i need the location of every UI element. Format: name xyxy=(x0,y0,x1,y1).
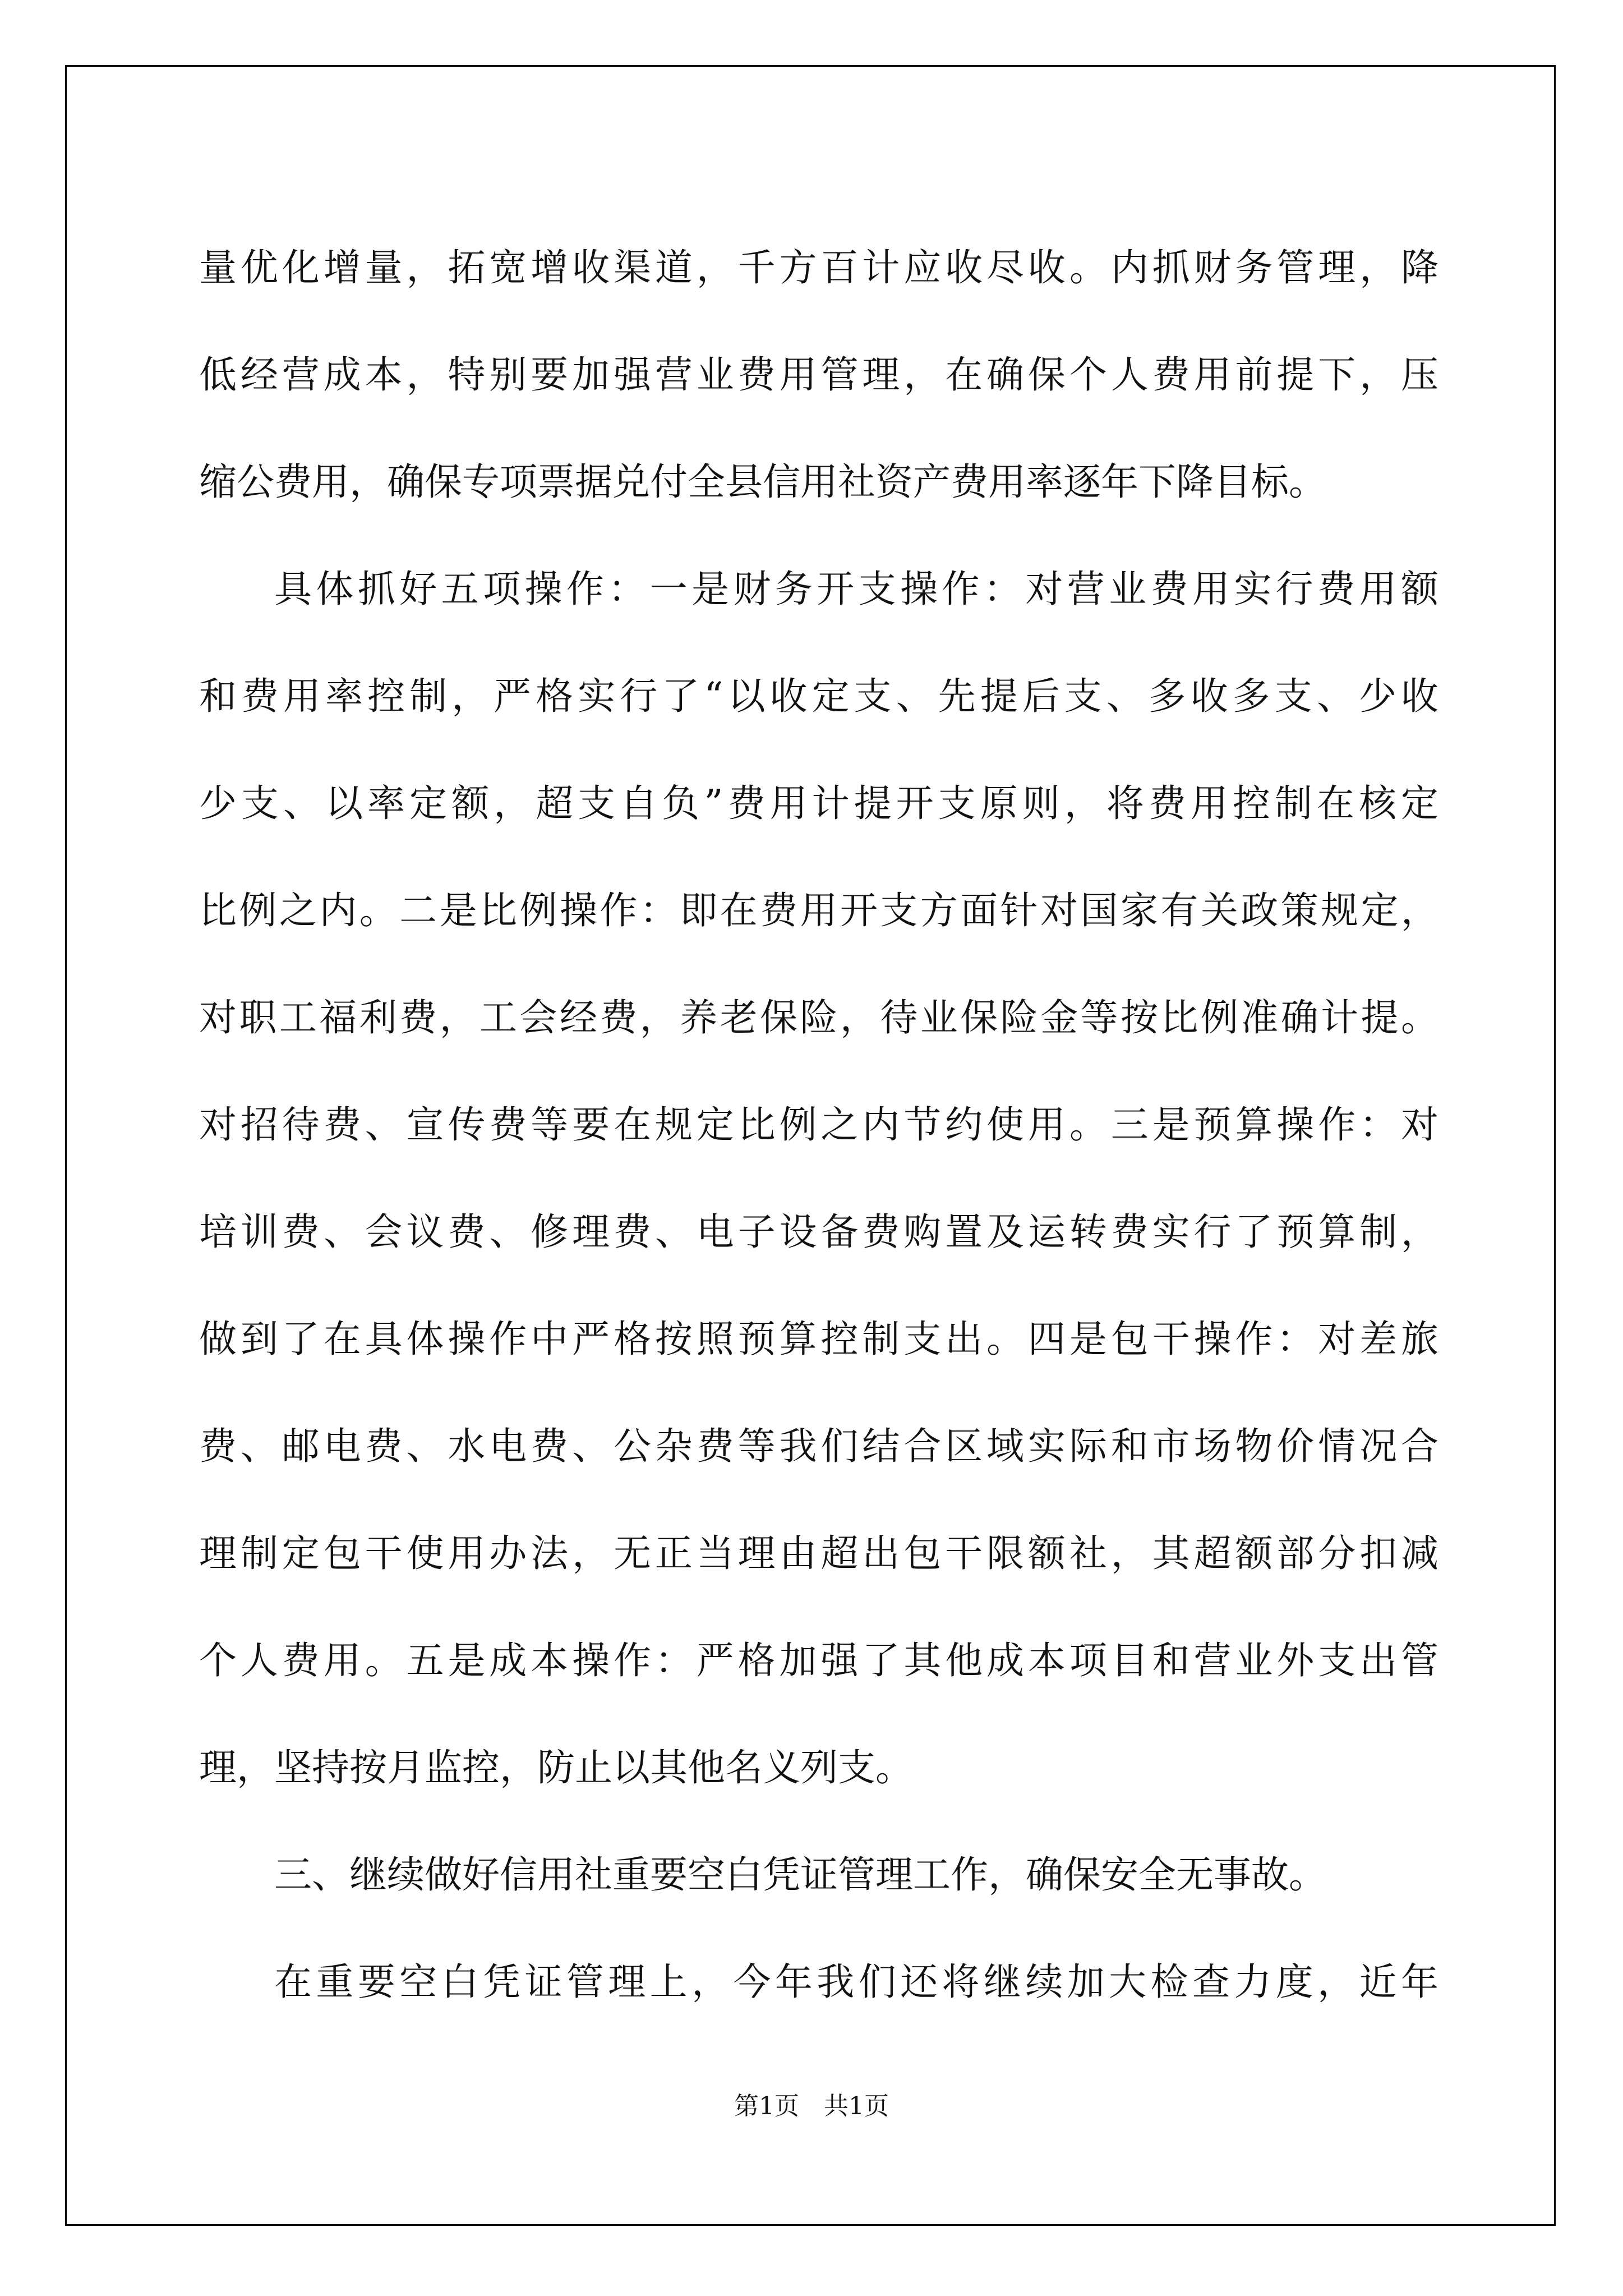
document-body xyxy=(199,214,1438,2036)
text-line: 和费用率控制，严格实行了“以收定支、先提后支、多收多支、少收 xyxy=(199,674,1438,718)
text-line: 理制定包干使用办法，无正当理由超出包干限额社，其超额部分扣减 xyxy=(199,1531,1438,1575)
paragraph-1 xyxy=(199,214,1438,536)
text-line: 比例之内。二是比例操作：即在费用开支方面针对国家有关政策规定， xyxy=(199,889,1438,932)
paragraph-4 xyxy=(199,1929,1438,2036)
paragraph-2 xyxy=(199,536,1438,1821)
text-line: 量优化增量，拓宽增收渠道，千方百计应收尽收。内抓财务管理，降 xyxy=(199,246,1438,289)
text-line: 低经营成本，特别要加强营业费用管理，在确保个人费用前提下，压 xyxy=(199,353,1438,397)
text-line: 培训费、会议费、修理费、电子设备费购置及运转费实行了预算制， xyxy=(199,1210,1438,1254)
text-line: 少支、以率定额，超支自负”费用计提开支原则，将费用控制在核定 xyxy=(199,781,1438,825)
text-line: 三、继续做好信用社重要空白凭证管理工作，确保安全无事故。 xyxy=(274,1853,1326,1897)
text-line: 在重要空白凭证管理上，今年我们还将继续加大检查力度，近年 xyxy=(274,1960,1438,2004)
text-line: 对招待费、宣传费等要在规定比例之内节约使用。三是预算操作：对 xyxy=(199,1103,1438,1147)
page-number-footer: 第1页 共1页 xyxy=(734,2092,889,2120)
text-line: 做到了在具体操作中严格按照预算控制支出。四是包干操作：对差旅 xyxy=(199,1317,1438,1361)
text-line: 理，坚持按月监控，防止以其他名义列支。 xyxy=(199,1746,913,1789)
paragraph-3 xyxy=(199,1821,1438,1929)
text-line: 缩公费用，确保专项票据兑付全县信用社资产费用率逐年下降目标。 xyxy=(199,460,1326,504)
text-line: 具体抓好五项操作：一是财务开支操作：对营业费用实行费用额 xyxy=(274,567,1438,611)
text-line: 对职工福利费，工会经费，养老保险，待业保险金等按比例准确计提。 xyxy=(199,996,1438,1039)
text-line: 费、邮电费、水电费、公杂费等我们结合区域实际和市场物价情况合 xyxy=(199,1424,1438,1468)
text-line: 个人费用。五是成本操作：严格加强了其他成本项目和营业外支出管 xyxy=(199,1639,1438,1682)
